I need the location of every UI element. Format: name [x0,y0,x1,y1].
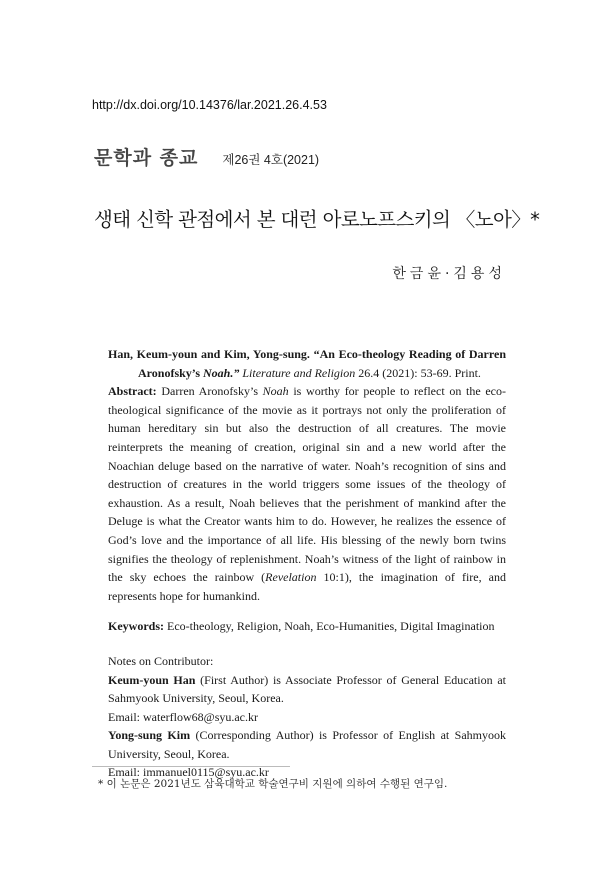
doi-link[interactable]: http://dx.doi.org/10.14376/lar.2021.26.4.53 [92,98,327,112]
author2-note [108,726,506,763]
author1-name: Keum-youn Han [108,672,196,687]
abstract-text-2: is worthy for people to reflect on the eco-theological significance of the movie as it portrays not only the proliferation of human hereditary sin but also the destruction of all creatures. The movie reinterprets the meaning of creation, original sin and a new world after the Noachian deluge based on the narrative of water. Noah’s recognition of sins and destruction of creatures in the world triggers some issues of the theology of exhaustion. As a result, Noah believes that the perishment of mankind after the Deluge is what the Creator wants him to do. However, he realizes the essence of God’s love and the importance of all life. His blessing of the newly born twins signifies the theology of replenishment. Noah’s witness of the light of rainbow in the sky echoes the rainbow ( [108,384,506,585]
paper-front-matter [108,345,506,782]
abstract-italic-noah: Noah [262,384,289,399]
author1-note [108,671,506,708]
journal-header [94,143,319,170]
footnote: * 이 논문은 2021년도 삼육대학교 학술연구비 지원에 의하여 수행된 연구임. [98,778,448,790]
journal-logo: 문학과 종교 [94,147,199,169]
abstract-label: Abstract: [108,384,157,399]
citation-line-1: Han, Keum-youn and Kim, Yong-sung. “An Eco-theology Reading of Darren [108,347,506,361]
citation-author-possessive: Aronofsky’s [138,365,204,380]
abstract-text-3: 10:1), the imagination of fire, and represents hope for humankind. [108,570,506,603]
citation-film-title: Noah.” [203,365,240,380]
footnote-divider [92,766,290,767]
author-names: 한금윤·김용성 [392,266,506,282]
keywords [108,617,506,636]
author1-role: (First Author) is Associate Professor of General Education at Sahmyook University, Seoul, Korea. [108,672,506,706]
abstract [108,382,506,605]
keywords-text: Eco-theology, Religion, Noah, Eco-Humanities, Digital Imagination [164,619,495,634]
abstract-text-1: Darren Aronofsky’s [156,384,263,399]
citation-line-2 [108,364,506,383]
paper-title: 생태 신학 관점에서 본 대런 아로노프스키의 〈노아〉* [94,208,540,231]
citation-journal: Literature and Religion [239,365,356,380]
contributor-notes [108,652,506,782]
issue-info: 제26권 4호(2021) [222,153,320,167]
author2-name: Yong-sung Kim [108,728,191,743]
citation-details: 26.4 (2021): 53-69. Print. [355,365,481,380]
author1-email[interactable]: Email: waterflow68@syu.ac.kr [108,709,259,724]
abstract-italic-revelation: Revelation [265,570,317,585]
notes-heading: Notes on Contributor: [108,653,214,668]
keywords-label: Keywords: [108,619,164,634]
author2-email[interactable]: Email: immanuel0115@syu.ac.kr [108,765,269,780]
author2-role: (Corresponding Author) is Professor of English at Sahmyook University, Seoul, Korea. [108,728,506,761]
